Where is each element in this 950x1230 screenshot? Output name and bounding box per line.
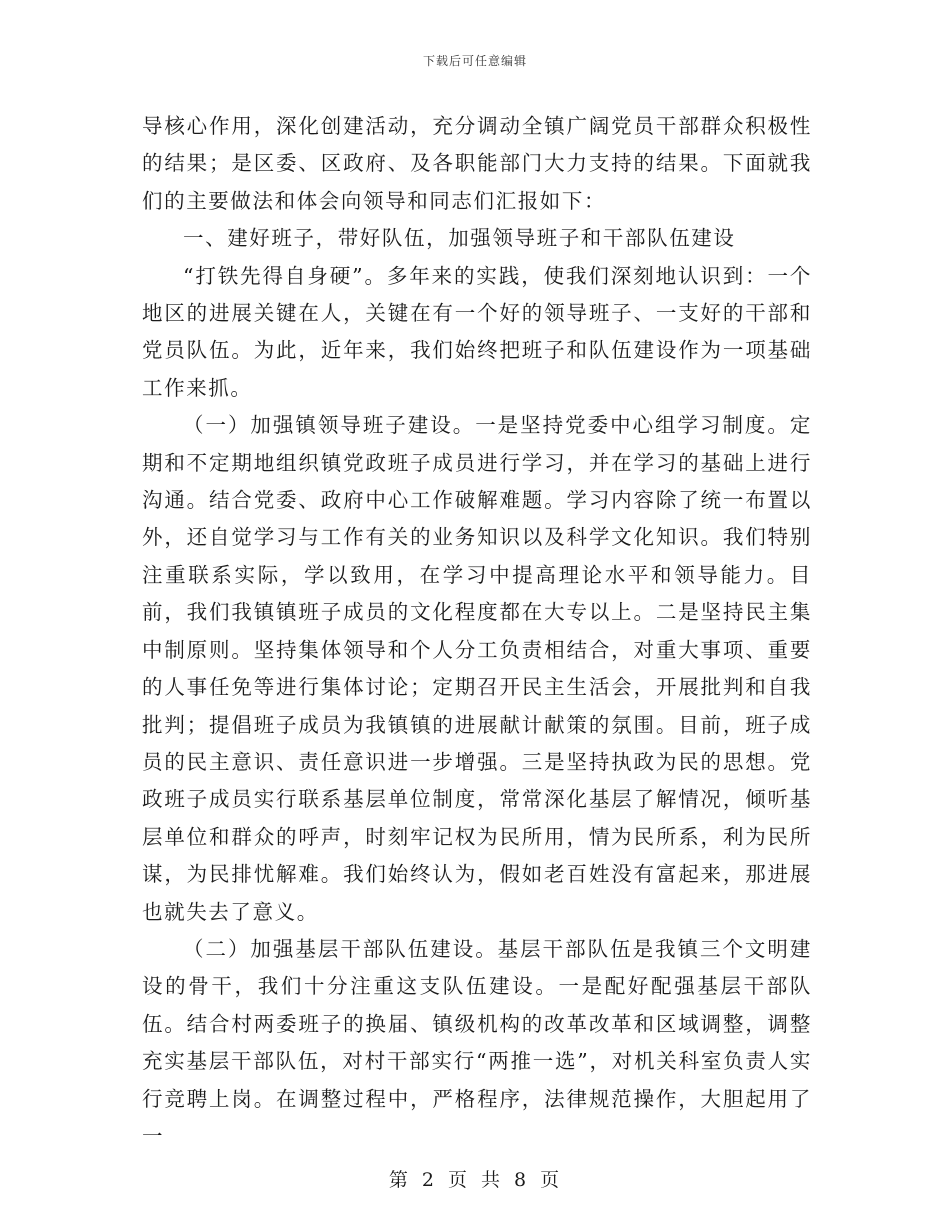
section-heading-1: 一、建好班子，带好队伍，加强领导班子和干部队伍建设: [183, 226, 736, 251]
paragraph-intro-continuation: 导核心作用，深化创建活动，充分调动全镇广阔党员干部群众积极性的结果；是区委、区政府、及各职能部门大力支持的结果。下面就我们的主要做法和体会向领导和同志们汇报如下：: [142, 114, 812, 213]
paragraph-quote: “打铁先得自身硬”。多年来的实践，使我们深刻地认识到：一个地区的进展关键在人，关键在有一个好的领导班子、一支好的干部和党员队伍。为此，近年来，我们始终把班子和队伍建设作为一项基础工作来抓。: [142, 263, 812, 400]
page-number-footer: 第 2 页 共 8 页: [388, 1169, 562, 1191]
paragraph-subsection-2: （二）加强基层干部队伍建设。基层干部队伍是我镇三个文明建设的骨干，我们十分注重这支队伍建设。一是配好配强基层干部队伍。结合村两委班子的换届、镇级机构的改革改革和区域调整，调整充实基层干部队伍，对村干部实行“两推一选”，对机关科室负责人实行竞聘上岗。在调整过程中，严格程序，法律规范操作，大胆起用了一: [142, 936, 812, 1148]
paragraph-subsection-1: （一）加强镇领导班子建设。一是坚持党委中心组学习制度。定期和不定期地组织镇党政班子成员进行学习，并在学习的基础上进行沟通。结合党委、政府中心工作破解难题。学习内容除了统一布置以外，还自觉学习与工作有关的业务知识以及科学文化知识。我们特别注重联系实际，学以致用，在学习中提高理论水平和领导能力。目前，我们我镇镇班子成员的文化程度都在大专以上。二是坚持民主集中制原则。坚持集体领导和个人分工负责相结合，对重大事项、重要的人事任免等进行集体讨论；定期召开民主生活会，开展批判和自我批判；提倡班子成员为我镇镇的进展献计献策的氛围。目前，班子成员的民主意识、责任意识进一步增强。三是坚持执政为民的思想。党政班子成员实行联系基层单位制度，常常深化基层了解情况，倾听基层单位和群众的呼声，时刻牢记权为民所用，情为民所系，利为民所谋，为民排忧解难。我们始终认为，假如老百姓没有富起来，那进展也就失去了意义。: [142, 413, 812, 924]
page-header: 下载后可任意编辑: [422, 54, 527, 68]
document-body: [142, 108, 812, 1155]
